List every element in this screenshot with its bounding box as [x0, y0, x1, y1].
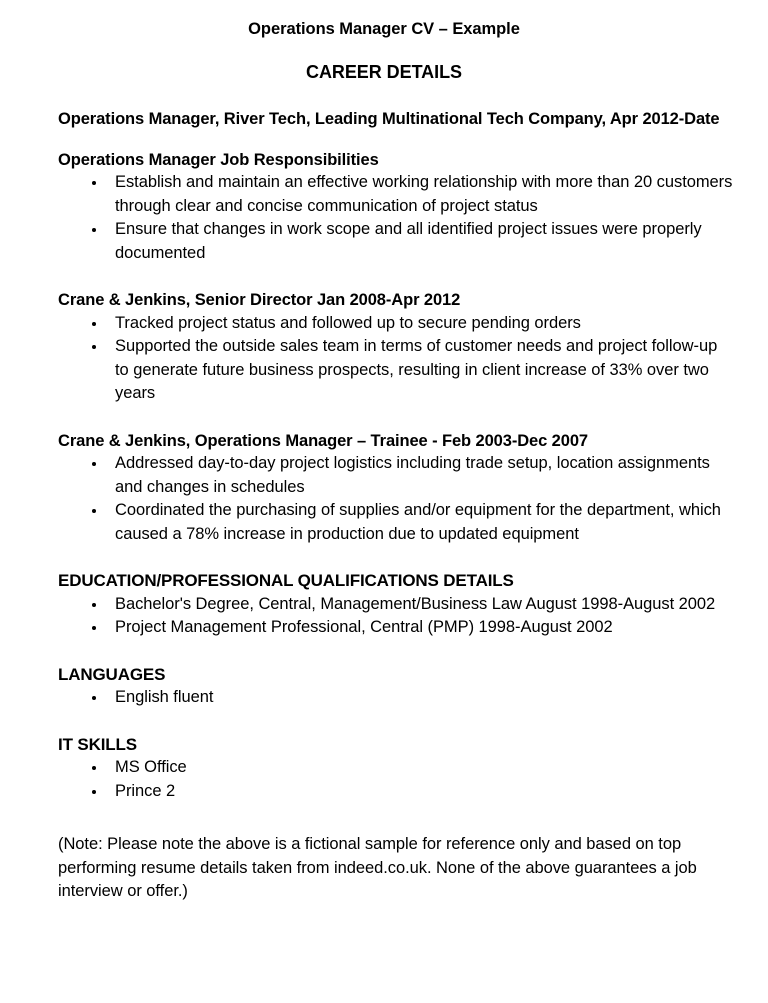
experience-heading: Crane & Jenkins, Senior Director Jan 2008-Apr 2012: [58, 291, 461, 309]
experience-entry-senior-director: [58, 289, 735, 406]
bullet-icon: [92, 766, 96, 770]
bullet-icon: [92, 181, 96, 185]
list-item-text: Prince 2: [115, 781, 176, 800]
list-item-text: Addressed day-to-day project logistics including trade setup, location assignments and changes in schedules: [115, 454, 710, 496]
list-item: [58, 171, 735, 218]
experience-entry-trainee: [58, 430, 735, 547]
list-item: [58, 218, 735, 265]
languages-section: [58, 664, 735, 710]
list-item: [58, 593, 735, 617]
bullet-icon: [92, 462, 96, 466]
it-skills-section: [58, 734, 735, 804]
list-item-text: MS Office: [115, 758, 187, 776]
list-item-text: Tracked project status and followed up to secure pending orders: [115, 313, 581, 332]
bullet-icon: [92, 790, 96, 794]
list-item: [58, 686, 735, 710]
bullet-icon: [92, 345, 96, 349]
education-section: [58, 570, 735, 640]
list-item-text: Project Management Professional, Central (PMP) 1998-August 2002: [115, 618, 613, 636]
education-bullet-list: [58, 593, 735, 640]
list-item: [58, 756, 735, 780]
list-item-text: Establish and maintain an effective working relationship with more than 20 customers through clear and concise communication of project status: [115, 173, 733, 215]
list-item: [58, 335, 735, 406]
page-title: Operations Manager CV – Example: [248, 20, 520, 38]
experience-bullet-list: [58, 171, 735, 265]
disclaimer-note: (Note: Please note the above is a fictional sample for reference only and based on top performing resume details taken from indeed.co.uk. None of the above guarantees a job interview or offer.): [58, 835, 697, 900]
list-item-text: English fluent: [115, 688, 214, 706]
bullet-icon: [92, 322, 96, 326]
it-skills-bullet-list: [58, 756, 735, 803]
it-skills-heading: IT SKILLS: [58, 734, 137, 754]
job-responsibilities-heading: Operations Manager Job Responsibilities: [58, 150, 379, 169]
experience-heading: Crane & Jenkins, Operations Manager – Trainee - Feb 2003-Dec 2007: [58, 431, 588, 450]
bullet-icon: [92, 603, 96, 607]
experience-heading: Operations Manager, River Tech, Leading Multinational Tech Company, Apr 2012-Date: [58, 110, 720, 128]
career-details-heading: CAREER DETAILS: [306, 62, 462, 82]
experience-bullet-list: [58, 452, 735, 546]
list-item-text: Bachelor's Degree, Central, Management/Business Law August 1998-August 2002: [115, 594, 716, 613]
list-item: [58, 312, 735, 336]
list-item: [58, 780, 735, 804]
bullet-icon: [92, 626, 96, 630]
experience-entry-operations-manager: [58, 108, 735, 265]
list-item: [58, 499, 735, 546]
bullet-icon: [92, 228, 96, 232]
experience-bullet-list: [58, 312, 735, 406]
languages-heading: LANGUAGES: [58, 664, 166, 684]
education-heading: EDUCATION/PROFESSIONAL QUALIFICATIONS DETAILS: [58, 571, 514, 590]
list-item: [58, 616, 735, 640]
bullet-icon: [92, 696, 96, 700]
list-item: [58, 452, 735, 499]
list-item-text: Coordinated the purchasing of supplies and/or equipment for the department, which caused a 78% increase in production due to updated equipment: [115, 501, 721, 543]
list-item-text: Ensure that changes in work scope and all identified project issues were properly documented: [115, 220, 702, 262]
languages-bullet-list: [58, 686, 735, 710]
list-item-text: Supported the outside sales team in terms of customer needs and project follow-up to generate future business prospects, resulting in client increase of 33% over two years: [115, 337, 718, 402]
bullet-icon: [92, 509, 96, 513]
